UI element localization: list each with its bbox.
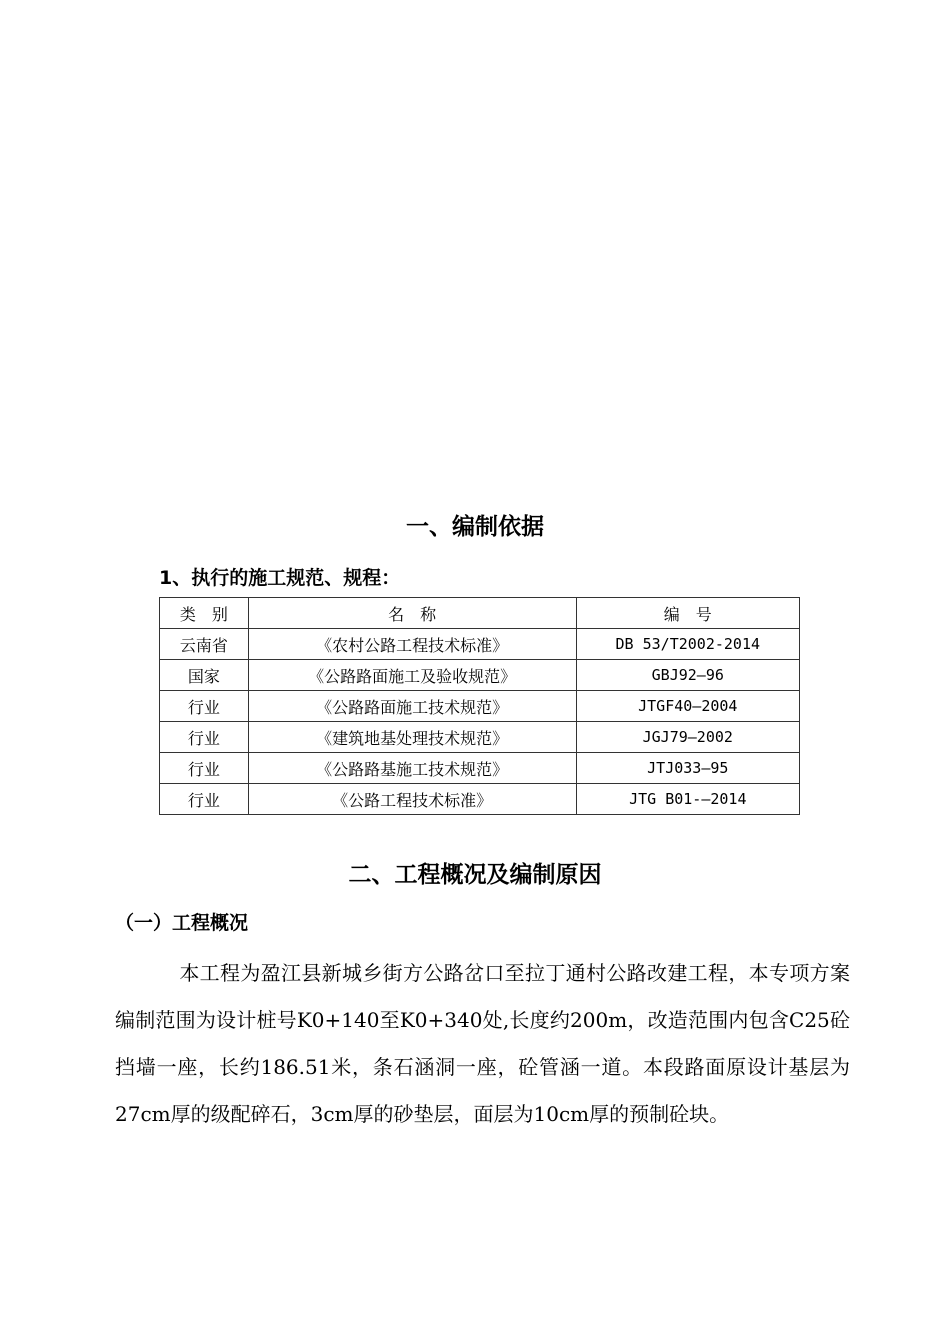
cell-name: 《农村公路工程技术标准》 xyxy=(248,629,576,660)
cell-name: 《公路路面施工技术规范》 xyxy=(248,691,576,722)
section1-title: 一、编制依据 xyxy=(406,514,544,540)
cell-code: JGJ79—2002 xyxy=(576,722,799,753)
cell-name: 《公路工程技术标准》 xyxy=(248,784,576,815)
table-row xyxy=(160,784,800,815)
cell-category: 云南省 xyxy=(160,629,249,660)
overview-paragraph xyxy=(115,950,850,1138)
cell-name: 《公路路面施工及验收规范》 xyxy=(248,660,576,691)
header-category: 类 别 xyxy=(160,598,249,629)
cell-category: 行业 xyxy=(160,722,249,753)
header-name: 名 称 xyxy=(248,598,576,629)
header-code: 编 号 xyxy=(576,598,799,629)
table-header-row xyxy=(160,598,800,629)
cell-category: 行业 xyxy=(160,784,249,815)
cell-category: 行业 xyxy=(160,753,249,784)
cell-code: JTGF40—2004 xyxy=(576,691,799,722)
table-row xyxy=(160,722,800,753)
overview-text: 本工程为盈江县新城乡街方公路岔口至拉丁通村公路改建工程，本专项方案编制范围为设计桩号K0+140至K0+340处,长度约200m，改造范围内包含C25砼挡墙一座，长约186.51米，条石涵洞一座，砼管涵一道。本段路面原设计基层为27cm厚的级配碎石，3cm厚的砂垫层，面层为10cm厚的预制砼块。 xyxy=(115,961,850,1126)
table-row xyxy=(160,660,800,691)
section2-title: 二、工程概况及编制原因 xyxy=(348,862,602,888)
section1-subtitle: 1、执行的施工规范、规程： xyxy=(159,567,401,589)
cell-category: 行业 xyxy=(160,691,249,722)
section2-subtitle: （一）工程概况 xyxy=(115,912,249,934)
table-row xyxy=(160,691,800,722)
cell-code: JTG B01-—2014 xyxy=(576,784,799,815)
cell-code: DB 53/T2002-2014 xyxy=(576,629,799,660)
cell-name: 《建筑地基处理技术规范》 xyxy=(248,722,576,753)
table-row xyxy=(160,629,800,660)
cell-name: 《公路路基施工技术规范》 xyxy=(248,753,576,784)
spec-table xyxy=(159,597,800,815)
cell-code: JTJ033—95 xyxy=(576,753,799,784)
cell-category: 国家 xyxy=(160,660,249,691)
table-row xyxy=(160,753,800,784)
cell-code: GBJ92—96 xyxy=(576,660,799,691)
